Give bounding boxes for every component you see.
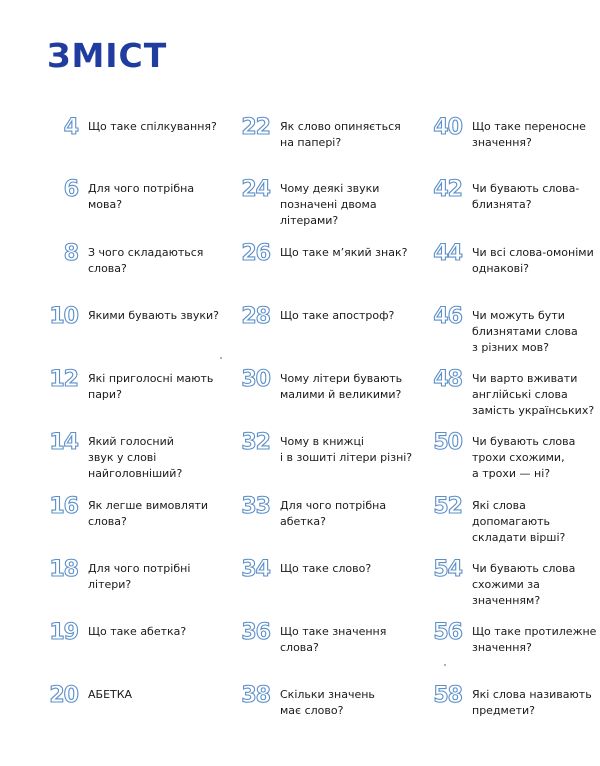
toc-entry[interactable] [432, 495, 565, 546]
toc-entry-title: Чи бувають слова- близнята? [472, 182, 580, 211]
toc-entry-title: Що таке апостроф? [280, 309, 395, 322]
toc-page-number: 42 [433, 177, 462, 202]
toc-entry-title: Які слова допомагають складати вірші? [472, 499, 566, 544]
toc-page-number: 6 [63, 177, 78, 202]
toc-entry[interactable] [432, 684, 592, 719]
toc-entry[interactable] [240, 242, 407, 266]
toc-page-number: 8 [63, 241, 78, 266]
toc-page-number: 4 [63, 115, 78, 140]
toc-entry[interactable] [432, 178, 579, 213]
toc-page-number: 46 [433, 304, 462, 329]
toc-entry-title: Які слова називають предмети? [472, 688, 592, 717]
toc-page-number: 18 [49, 557, 78, 582]
toc-entry[interactable] [240, 495, 386, 530]
toc-page-number: 28 [241, 304, 270, 329]
toc-entry[interactable] [48, 621, 186, 645]
toc-page-number: 30 [241, 367, 270, 392]
toc-entry-title: Що таке спілкування? [88, 120, 217, 133]
toc-page-number: 56 [433, 620, 462, 645]
toc-entry[interactable] [432, 621, 596, 656]
toc-entry[interactable] [48, 242, 203, 277]
toc-page-number: 20 [49, 683, 78, 708]
toc-entry-title: Як слово опиняється на папері? [280, 120, 401, 149]
toc-entry-title: Що таке м’який знак? [280, 246, 408, 259]
toc-entry-title: Які приголосні мають пари? [88, 372, 214, 401]
toc-page-number: 33 [241, 494, 270, 519]
toc-entry-title: Чи бувають слова трохи схожими, а трохи — ні? [472, 435, 576, 480]
page-title: ЗМІСТ [47, 36, 168, 75]
toc-page-number: 10 [49, 304, 78, 329]
toc-entry[interactable] [48, 431, 182, 482]
toc-entry-title: Який голосний звук у слові найголовніший? [88, 435, 183, 480]
toc-entry[interactable] [432, 368, 594, 419]
toc-entry[interactable] [432, 558, 575, 609]
toc-entry-title: Що таке протилежне значення? [472, 625, 597, 654]
toc-page-number: 34 [241, 557, 270, 582]
toc-entry[interactable] [240, 305, 394, 329]
toc-entry-title: Для чого потрібна абетка? [280, 499, 387, 528]
toc-entry-title: Як легше вимовляти слова? [88, 499, 209, 528]
toc-entry[interactable] [48, 368, 213, 403]
toc-entry[interactable] [48, 684, 132, 708]
toc-entry-title: Що таке переносне значення? [472, 120, 586, 149]
toc-page-number: 24 [241, 177, 270, 202]
toc-page-number: 52 [433, 494, 462, 519]
print-speck [444, 664, 446, 666]
toc-entry-title: Чи всі слова-омоніми однакові? [472, 246, 594, 275]
toc-entry-title: Що таке значення слова? [280, 625, 387, 654]
toc-entry-title: Для чого потрібні літери? [88, 562, 191, 591]
toc-page-number: 38 [241, 683, 270, 708]
toc-entry-title: Що таке абетка? [88, 625, 187, 638]
toc-entry[interactable] [48, 305, 219, 329]
toc-entry-title: Чи бувають слова схожими за значенням? [472, 562, 576, 607]
toc-entry[interactable] [48, 116, 217, 140]
print-speck [220, 357, 222, 359]
toc-entry[interactable] [240, 684, 375, 719]
toc-entry[interactable] [240, 178, 379, 229]
toc-page-number: 19 [49, 620, 78, 645]
toc-entry-title: Чому в книжці і в зошиті літери різні? [280, 435, 413, 464]
toc-page-number: 12 [49, 367, 78, 392]
toc-page-number: 32 [241, 430, 270, 455]
toc-entry-title: Чому деякі звуки позначені двома літерами? [280, 182, 380, 227]
toc-entry-title: АБЕТКА [88, 688, 133, 701]
toc-entry[interactable] [432, 116, 586, 151]
toc-page-number: 14 [49, 430, 78, 455]
toc-entry[interactable] [240, 558, 371, 582]
toc-page-number: 16 [49, 494, 78, 519]
toc-page-number: 48 [433, 367, 462, 392]
toc-entry[interactable] [240, 116, 401, 151]
toc-entry[interactable] [240, 621, 386, 656]
toc-entry[interactable] [240, 368, 402, 403]
toc-entry[interactable] [48, 558, 190, 593]
toc-page-number: 36 [241, 620, 270, 645]
toc-entry-title: Що таке слово? [280, 562, 372, 575]
toc-page-number: 22 [241, 115, 270, 140]
toc-page-number: 58 [433, 683, 462, 708]
toc-entry[interactable] [240, 431, 412, 466]
toc-page-number: 44 [433, 241, 462, 266]
toc-entry-title: Чому літери бувають малими й великими? [280, 372, 403, 401]
toc-entry[interactable] [432, 431, 575, 482]
toc-entry-title: Скільки значень має слово? [280, 688, 375, 717]
toc-entry[interactable] [48, 495, 208, 530]
toc-entry-title: Чи варто вживати англійські слова замість українських? [472, 372, 595, 417]
toc-entry[interactable] [432, 242, 594, 277]
toc-entry-title: Чи можуть бути близнятами слова з різних мов? [472, 309, 578, 354]
toc-entry-title: Якими бувають звуки? [88, 309, 220, 322]
toc-page-number: 54 [433, 557, 462, 582]
toc-entry-title: Для чого потрібна мова? [88, 182, 195, 211]
toc-page-number: 40 [433, 115, 462, 140]
toc-entry-title: З чого складаються слова? [88, 246, 204, 275]
toc-entry[interactable] [48, 178, 194, 213]
toc-page-number: 50 [433, 430, 462, 455]
toc-entry[interactable] [432, 305, 578, 356]
toc-page-number: 26 [241, 241, 270, 266]
